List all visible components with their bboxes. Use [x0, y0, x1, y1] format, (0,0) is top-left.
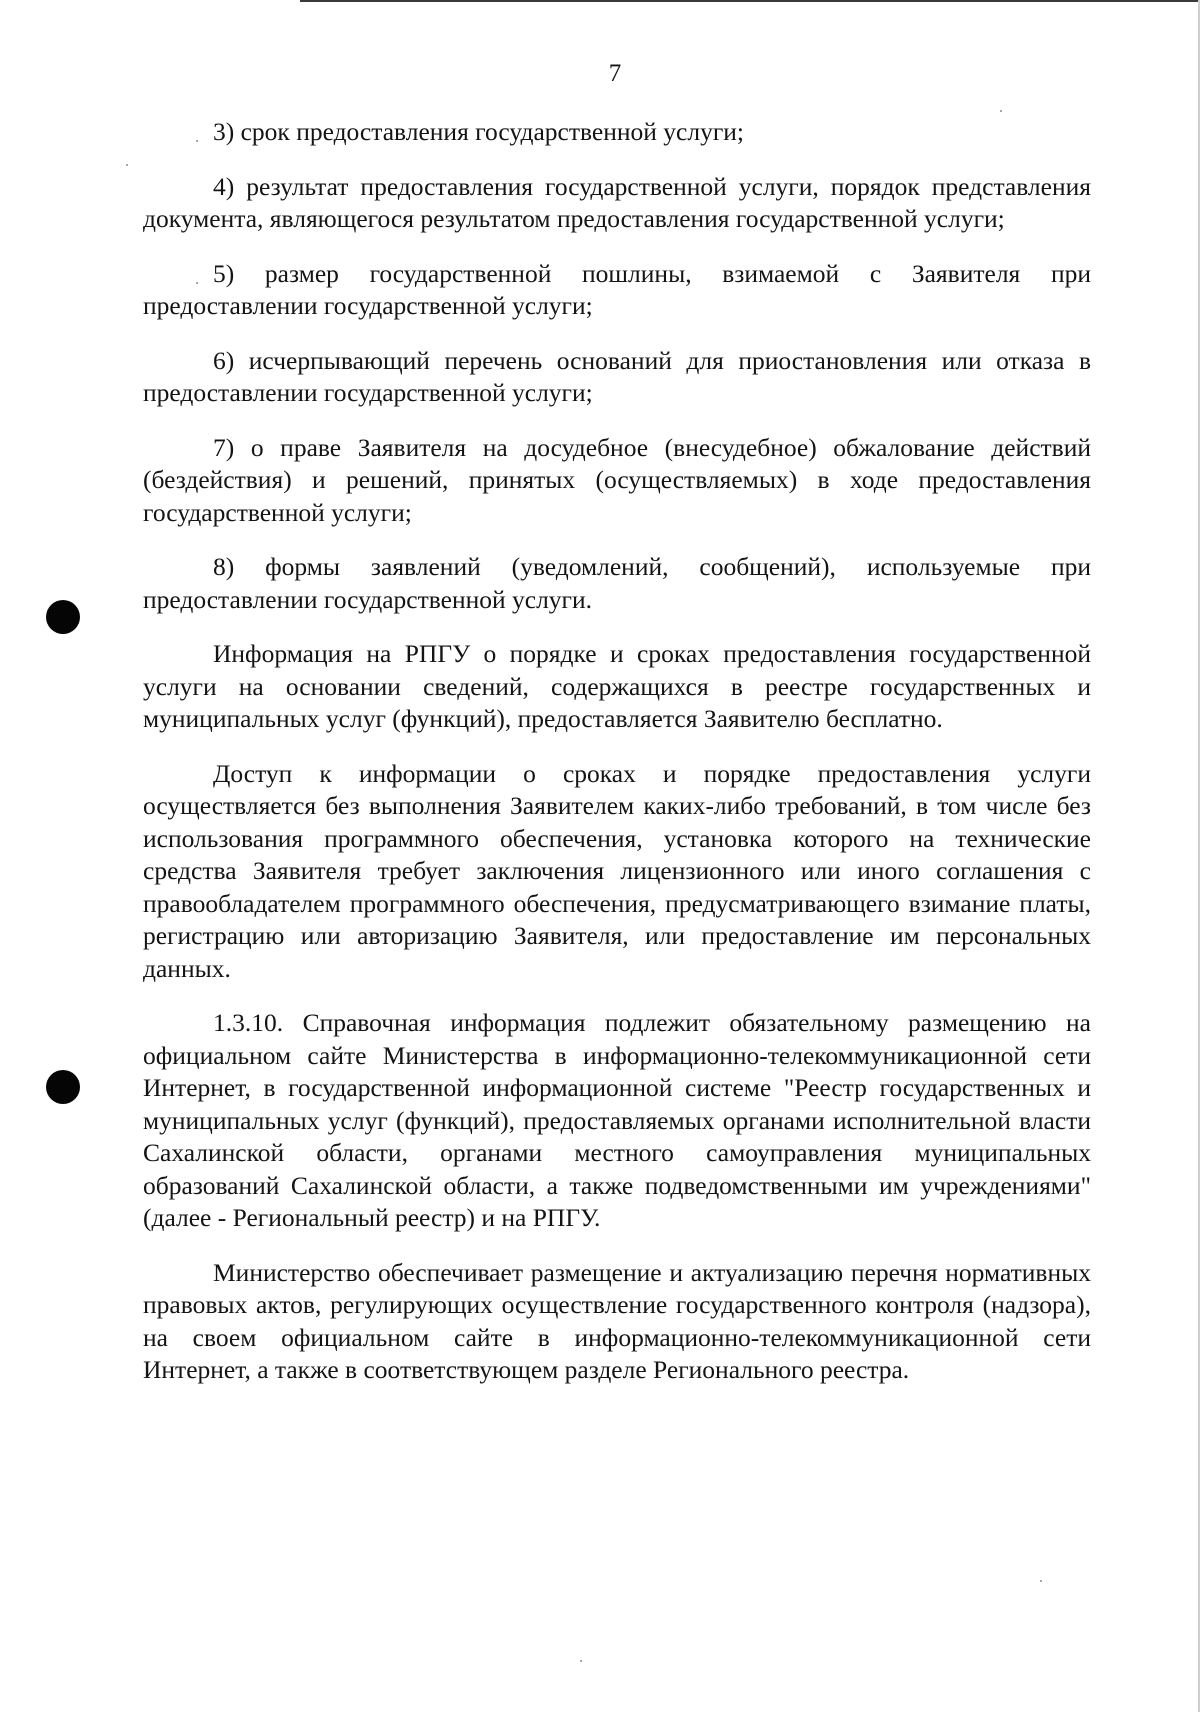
scan-speck [1040, 1580, 1042, 1582]
list-item-fee: 5) размер государственной пошлины, взимаемой с Заявителя при предоставлении государственной услуги; [143, 258, 1091, 320]
document-body [143, 116, 1091, 1409]
scan-speck [580, 1660, 582, 1662]
paragraph-ministry: Министерство обеспечивает размещение и актуализацию перечня нормативных правовых актов, регулирующих осуществление государственного контроля (надзора), на своем официальном сайте в информационно-телекоммуникационной сети Интернет, а также в соответствующем разделе Регионального реестра. [143, 1257, 1091, 1384]
list-item-forms: 8) формы заявлений (уведомлений, сообщений), используемые при предоставлении государственной услуги. [143, 552, 1091, 614]
page-number: 7 [608, 60, 622, 87]
scan-speck [1000, 110, 1002, 112]
list-item-result: 4) результат предоставления государственной услуги, порядок представления документа, являющегося результатом предоставления государственной услуги; [143, 171, 1091, 233]
scan-top-edge [300, 0, 1200, 2]
paragraph-reference-info: 1.3.10. Справочная информация подлежит обязательному размещению на официальном сайте Министерства в информационно-телекоммуникационной сети Интернет, в государственной информационной системе "Реестр государственных и муниципальных услуг (функций), предоставляемых органами исполнительной власти Сахалинской области, органами местного самоуправления муниципальных образований Сахалинской области, а также подведомственными им учреждениями" (далее - Региональный реестр) и на РПГУ. [143, 1008, 1091, 1232]
list-item-appeal: 7) о праве Заявителя на досудебное (внесудебное) обжалование действий (бездействия) и решений, принятых (осуществляемых) в ходе предоставления государственной услуги; [143, 432, 1091, 527]
scan-speck [126, 164, 128, 166]
punch-hole-icon [46, 1070, 80, 1104]
punch-hole-icon [46, 600, 80, 634]
paragraph-free-info: Информация на РПГУ о порядке и сроках предоставления государственной услуги на основании сведений, содержащихся в реестре государственных и муниципальных услуг (функций), предоставляется Заявителю бесплатно. [143, 639, 1091, 733]
paragraph-access: Доступ к информации о сроках и порядке предоставления услуги осуществляется без выполнения Заявителем каких-либо требований, в том числе без использования программного обеспечения, установка которого на технические средства Заявителя требует заключения лицензионного или иного соглашения с правообладателем программного обеспечения, предусматривающего взимание платы, регистрацию или авторизацию Заявителя, или предоставление им персональных данных. [143, 758, 1091, 983]
list-item-grounds: 6) исчерпывающий перечень оснований для приостановления или отказа в предоставлении государственной услуги; [143, 345, 1091, 407]
list-item-term: 3) срок предоставления государственной услуги; [213, 117, 745, 146]
